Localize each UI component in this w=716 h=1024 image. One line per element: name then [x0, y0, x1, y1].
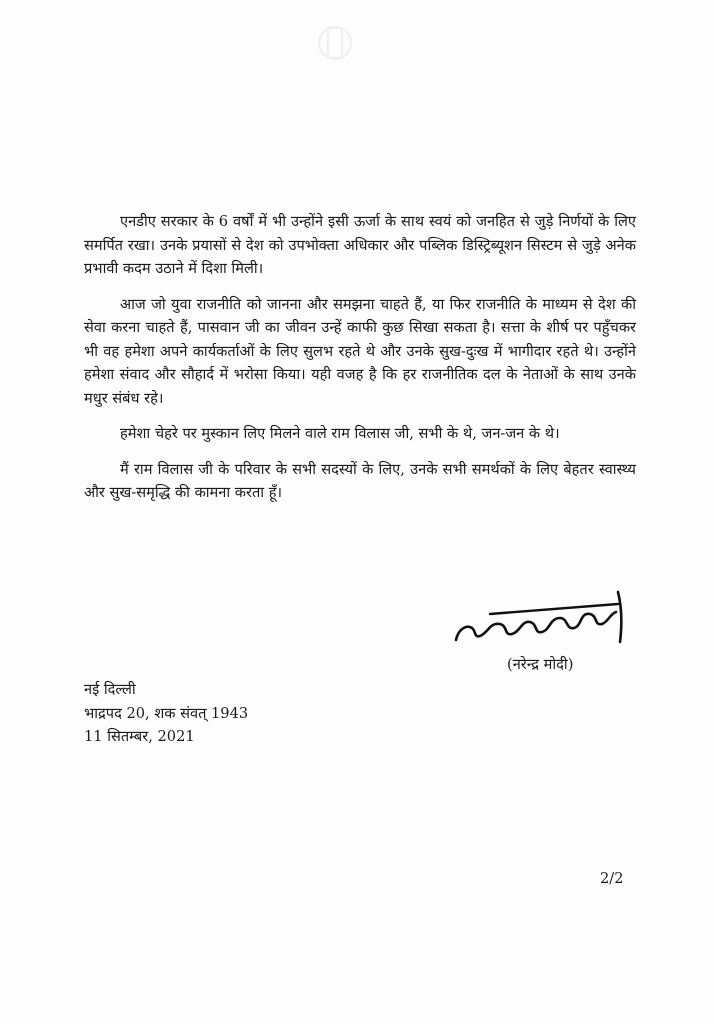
emblem-watermark-icon — [300, 18, 370, 68]
paragraph-1: एनडीए सरकार के 6 वर्षों में भी उन्होंने इसी ऊर्जा के साथ स्वयं को जनहित से जुड़े निर्णयों के लिए समर्पित रखा। उनके प्रयासों से देश को उपभोक्ता अधिकार और पब्लिक डिस्ट्रिब्यूशन सिस्टम से जुड़े अनेक प्रभावी कदम उठाने में दिशा मिली। — [84, 213, 636, 277]
signatory-name: (नरेन्द्र मोदी) — [507, 656, 574, 673]
letter-footer — [84, 678, 248, 749]
place-text: नई दिल्ली — [84, 681, 136, 698]
letter-body — [84, 210, 636, 517]
handwritten-signature — [450, 584, 640, 650]
paragraph-3: हमेशा चेहरे पर मुस्कान लिए मिलने वाले राम विलास जी, सभी के थे, जन-जन के थे। — [120, 425, 560, 442]
paragraph-4: मैं राम विलास जी के परिवार के सभी सदस्यों के लिए, उनके सभी समर्थकों के लिए बेहतर स्वास्थ्य और सुख-समृद्धि की कामना करता हूँ। — [84, 460, 636, 501]
date-saka-text: भाद्रपद 20, शक संवत् 1943 — [84, 704, 249, 722]
page-number: 2/2 — [600, 870, 624, 887]
paragraph-2: आज जो युवा राजनीति को जानना और समझना चाहते हैं, या फिर राजनीति के माध्यम से देश की सेवा करना चाहते हैं, पासवान जी का जीवन उन्हें काफी कुछ सिखा सकता है। सत्ता के शीर्ष पर पहुँचकर भी वह हमेशा अपने कार्यकर्ताओं के लिए सुलभ रहते थे और उनके सुख-दुःख में भागीदार रहते थे। उन्होंने हमेशा संवाद और सौहार्द में भरोसा किया। यही वजह है कि हर राजनीतिक दल के नेताओं के साथ उनके मधुर संबंध रहे। — [84, 295, 636, 407]
date-gregorian-text: 11 सितम्बर, 2021 — [84, 728, 195, 745]
